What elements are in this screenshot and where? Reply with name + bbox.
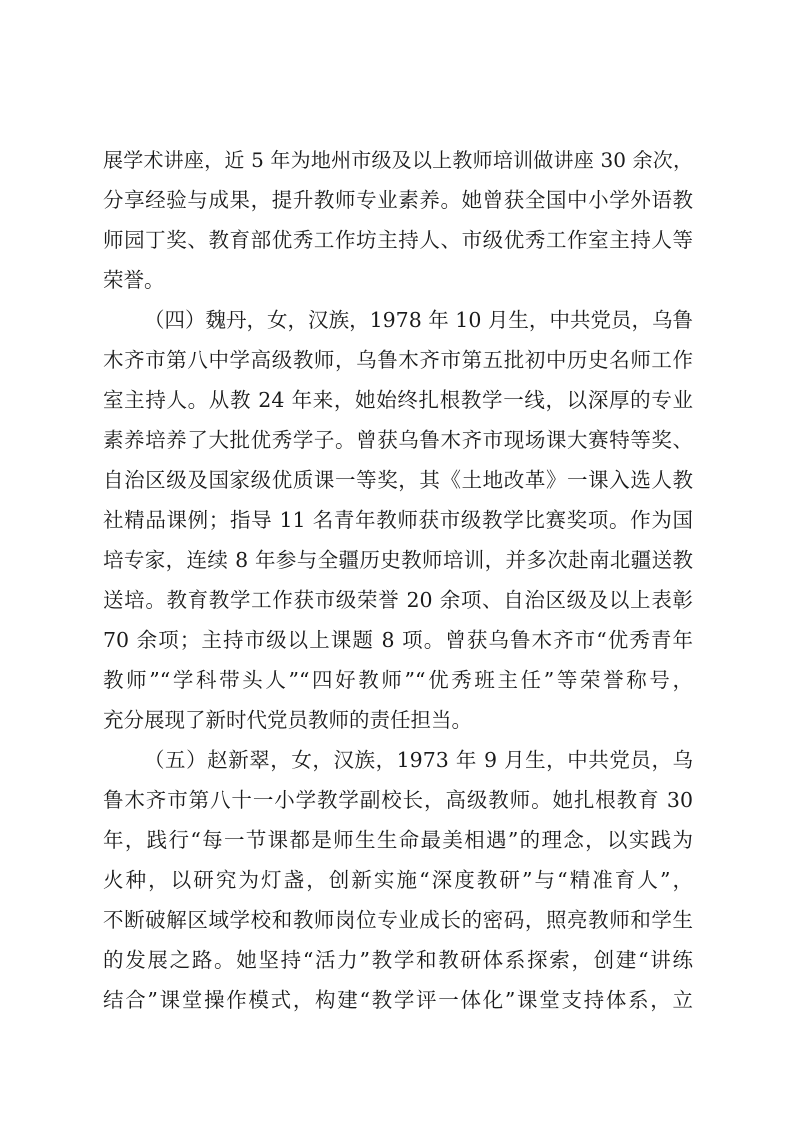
paragraph-2-line-4: 素养培养了大批优秀学子。曾获乌鲁木齐市现场课大赛特等奖、 bbox=[103, 428, 693, 452]
paragraph-1-line-3: 师园丁奖、教育部优秀工作坊主持人、市级优秀工作室主持人等 bbox=[103, 228, 693, 252]
paragraph-3-line-6: 的发展之路。她坚持“活力”教学和教研体系探索，创建“讲练 bbox=[103, 948, 693, 972]
paragraph-2-line-8: 送培。教育教学工作获市级荣誉 20 余项、自治区级及以上表彰 bbox=[103, 588, 693, 612]
paragraph-1-line-2: 分享经验与成果，提升教师专业素养。她曾获全国中小学外语教 bbox=[103, 188, 693, 212]
paragraph-2-line-9: 70 余项；主持市级以上课题 8 项。曾获乌鲁木齐市“优秀青年 bbox=[103, 628, 693, 652]
paragraph-3-line-7: 结合”课堂操作模式，构建“教学评一体化”课堂支持体系，立 bbox=[103, 988, 693, 1012]
paragraph-2-line-3: 室主持人。从教 24 年来，她始终扎根教学一线，以深厚的专业 bbox=[103, 388, 693, 412]
paragraph-2-line-1: （四）魏丹，女，汉族，1978 年 10 月生，中共党员，乌鲁 bbox=[144, 308, 693, 332]
paragraph-2-line-7: 培专家，连续 8 年参与全疆历史教师培训，并多次赴南北疆送教 bbox=[103, 548, 693, 572]
paragraph-1-line-4: 荣誉。 bbox=[103, 268, 165, 292]
paragraph-2-line-11: 充分展现了新时代党员教师的责任担当。 bbox=[103, 708, 472, 732]
paragraph-2-line-6: 社精品课例；指导 11 名青年教师获市级教学比赛奖项。作为国 bbox=[103, 508, 693, 532]
paragraph-3-line-1: （五）赵新翠，女，汉族，1973 年 9 月生，中共党员，乌 bbox=[144, 748, 693, 772]
paragraph-2-line-5: 自治区级及国家级优质课一等奖，其《土地改革》一课入选人教 bbox=[103, 468, 693, 492]
paragraph-3-line-2: 鲁木齐市第八十一小学教学副校长，高级教师。她扎根教育 30 bbox=[103, 788, 693, 812]
paragraph-2-line-10: 教师”“学科带头人”“四好教师”“优秀班主任”等荣誉称号， bbox=[103, 668, 693, 692]
paragraph-3-line-3: 年，践行“每一节课都是师生生命最美相遇”的理念，以实践为 bbox=[103, 828, 693, 852]
paragraph-3-line-5: 不断破解区域学校和教师岗位专业成长的密码，照亮教师和学生 bbox=[103, 908, 693, 932]
paragraph-3-line-4: 火种，以研究为灯盏，创新实施“深度教研”与“精准育人”， bbox=[103, 868, 693, 892]
paragraph-1-line-1: 展学术讲座，近 5 年为地州市级及以上教师培训做讲座 30 余次， bbox=[103, 148, 693, 172]
paragraph-2-line-2: 木齐市第八中学高级教师，乌鲁木齐市第五批初中历史名师工作 bbox=[103, 348, 693, 372]
